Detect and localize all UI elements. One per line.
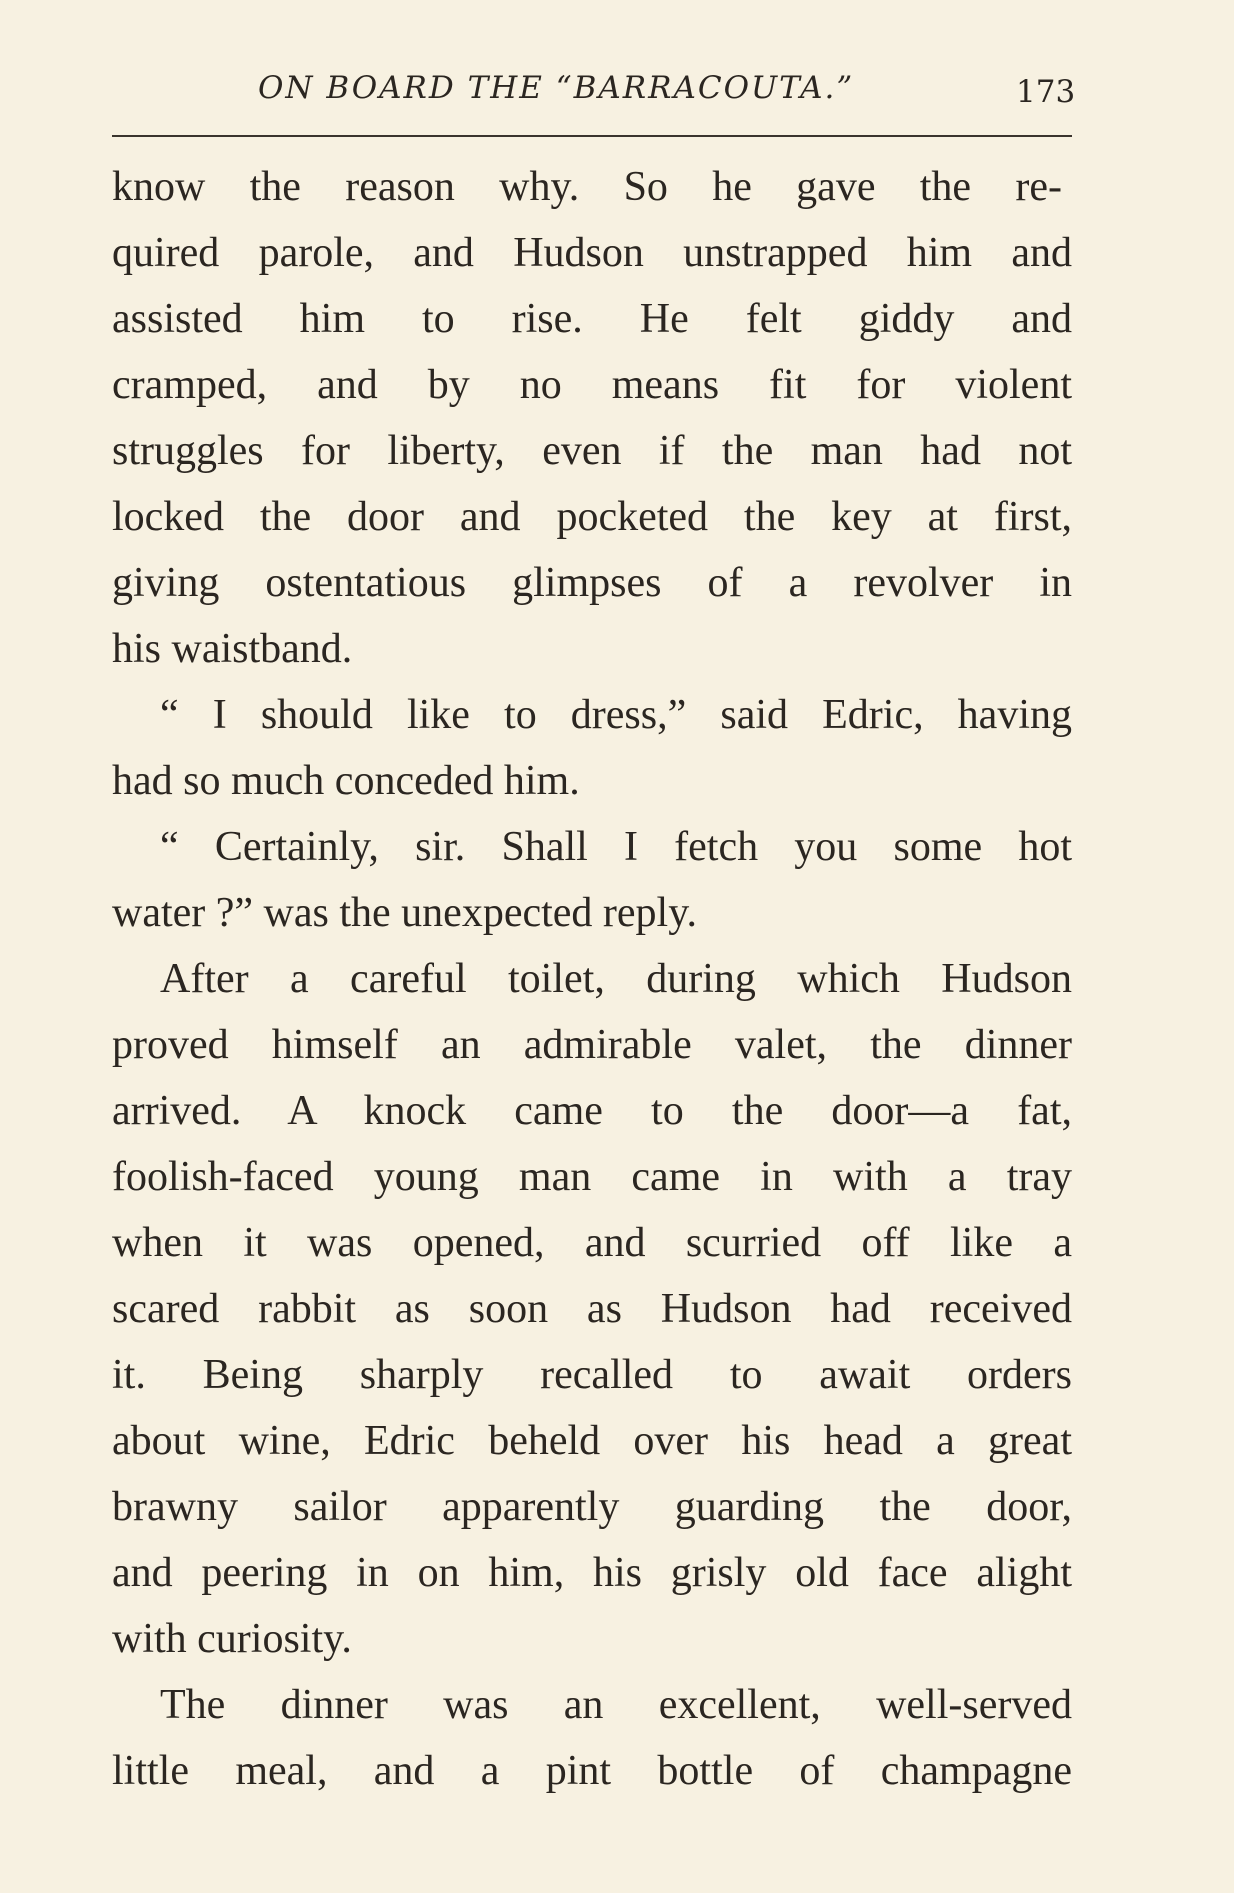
text-line: cramped, and by no means fit for violent — [112, 362, 1072, 408]
text-line: and peering in on him, his grisly old face alight — [112, 1550, 1072, 1596]
text-line: water ?” was the unexpected reply. — [112, 890, 697, 936]
page-number: 173 — [1016, 74, 1076, 110]
text-line: proved himself an admirable valet, the dinner — [112, 1022, 1072, 1068]
text-line: it. Being sharply recalled to await orders — [112, 1352, 1072, 1398]
text-line: “ Certainly, sir. Shall I fetch you some hot — [160, 824, 1072, 870]
text-line: brawny sailor apparently guarding the door, — [112, 1484, 1072, 1530]
text-line: arrived. A knock came to the door—a fat, — [112, 1088, 1072, 1134]
text-line: little meal, and a pint bottle of champagne — [112, 1748, 1072, 1794]
text-line: foolish-faced young man came in with a tray — [112, 1154, 1072, 1200]
text-line: The dinner was an excellent, well-served — [160, 1682, 1072, 1728]
text-line: locked the door and pocketed the key at first, — [112, 494, 1072, 540]
text-line: quired parole, and Hudson unstrapped him and — [112, 230, 1072, 276]
header-rule — [112, 135, 1072, 137]
text-line: with curiosity. — [112, 1616, 352, 1662]
text-line: know the reason why. So he gave the re- — [112, 164, 1062, 210]
running-title: ON BOARD THE “BARRACOUTA.” — [258, 70, 855, 106]
text-line: when it was opened, and scurried off like a — [112, 1220, 1072, 1266]
text-line: assisted him to rise. He felt giddy and — [112, 296, 1072, 342]
text-line: his waistband. — [112, 626, 353, 672]
text-line: giving ostentatious glimpses of a revolver in — [112, 560, 1072, 606]
text-line: “ I should like to dress,” said Edric, having — [160, 692, 1072, 738]
text-line: had so much conceded him. — [112, 758, 580, 804]
text-line: about wine, Edric beheld over his head a great — [112, 1418, 1072, 1464]
text-line: scared rabbit as soon as Hudson had received — [112, 1286, 1072, 1332]
text-line: After a careful toilet, during which Hudson — [160, 956, 1072, 1002]
text-line: struggles for liberty, even if the man had not — [112, 428, 1072, 474]
